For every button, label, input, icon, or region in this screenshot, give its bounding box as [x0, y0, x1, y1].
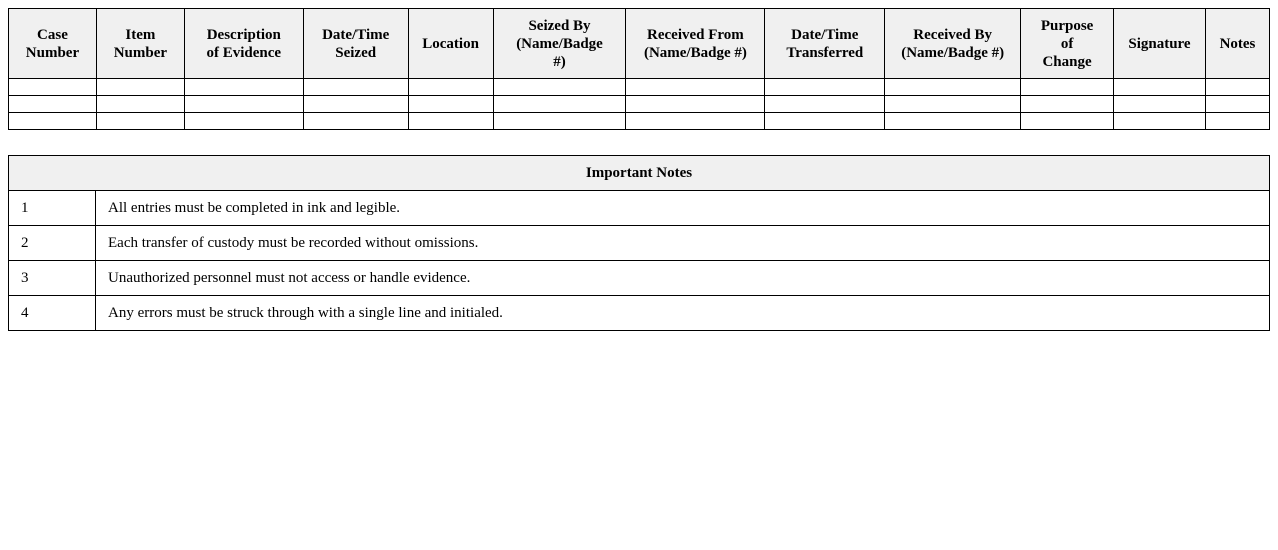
- note-row: [9, 296, 1270, 331]
- header-location: Location: [408, 9, 493, 79]
- custody-cell: [1114, 79, 1206, 96]
- custody-cell: [96, 113, 184, 130]
- header-seized-by: Seized By (Name/Badge #): [493, 9, 626, 79]
- note-row: [9, 191, 1270, 226]
- custody-cell: [626, 113, 765, 130]
- note-text: Any errors must be struck through with a single line and initialed.: [96, 296, 1270, 331]
- header-received-from: Received From (Name/Badge #): [626, 9, 765, 79]
- note-text: All entries must be completed in ink and legible.: [96, 191, 1270, 226]
- note-number: 3: [9, 261, 96, 296]
- custody-cell: [493, 96, 626, 113]
- note-number: 1: [9, 191, 96, 226]
- custody-cell: [408, 113, 493, 130]
- custody-cell: [9, 79, 97, 96]
- chain-of-custody-table: [8, 8, 1270, 130]
- custody-cell: [885, 79, 1021, 96]
- notes-title: Important Notes: [9, 156, 1270, 191]
- custody-cell: [303, 113, 408, 130]
- custody-cell: [1205, 113, 1269, 130]
- header-item-number: Item Number: [96, 9, 184, 79]
- header-received-by: Received By (Name/Badge #): [885, 9, 1021, 79]
- custody-row: [9, 113, 1270, 130]
- custody-cell: [885, 96, 1021, 113]
- custody-cell: [493, 79, 626, 96]
- custody-cell: [1021, 79, 1114, 96]
- note-text: Each transfer of custody must be recorded without omissions.: [96, 226, 1270, 261]
- custody-cell: [184, 96, 303, 113]
- header-date-transferred: Date/Time Transferred: [765, 9, 885, 79]
- custody-cell: [9, 96, 97, 113]
- custody-cell: [303, 96, 408, 113]
- custody-cell: [303, 79, 408, 96]
- custody-cell: [96, 96, 184, 113]
- notes-body: [9, 191, 1270, 331]
- custody-cell: [184, 79, 303, 96]
- custody-cell: [765, 79, 885, 96]
- header-description: Description of Evidence: [184, 9, 303, 79]
- custody-cell: [1205, 79, 1269, 96]
- custody-row: [9, 96, 1270, 113]
- note-row: [9, 261, 1270, 296]
- header-date-seized: Date/Time Seized: [303, 9, 408, 79]
- note-number: 4: [9, 296, 96, 331]
- custody-row: [9, 79, 1270, 96]
- custody-cell: [1021, 96, 1114, 113]
- custody-cell: [765, 113, 885, 130]
- custody-cell: [1205, 96, 1269, 113]
- custody-cell: [626, 79, 765, 96]
- note-text: Unauthorized personnel must not access or handle evidence.: [96, 261, 1270, 296]
- custody-cell: [1114, 96, 1206, 113]
- custody-cell: [493, 113, 626, 130]
- custody-cell: [626, 96, 765, 113]
- custody-cell: [885, 113, 1021, 130]
- header-case-number: Case Number: [9, 9, 97, 79]
- custody-cell: [184, 113, 303, 130]
- note-row: [9, 226, 1270, 261]
- custody-header-row: [9, 9, 1270, 79]
- custody-cell: [96, 79, 184, 96]
- note-number: 2: [9, 226, 96, 261]
- custody-cell: [1021, 113, 1114, 130]
- custody-cell: [9, 113, 97, 130]
- custody-cell: [1114, 113, 1206, 130]
- custody-cell: [408, 79, 493, 96]
- header-notes: Notes: [1205, 9, 1269, 79]
- custody-cell: [408, 96, 493, 113]
- header-signature: Signature: [1114, 9, 1206, 79]
- header-purpose: Purpose of Change: [1021, 9, 1114, 79]
- custody-cell: [765, 96, 885, 113]
- important-notes-table: [8, 155, 1270, 331]
- custody-body: [9, 79, 1270, 130]
